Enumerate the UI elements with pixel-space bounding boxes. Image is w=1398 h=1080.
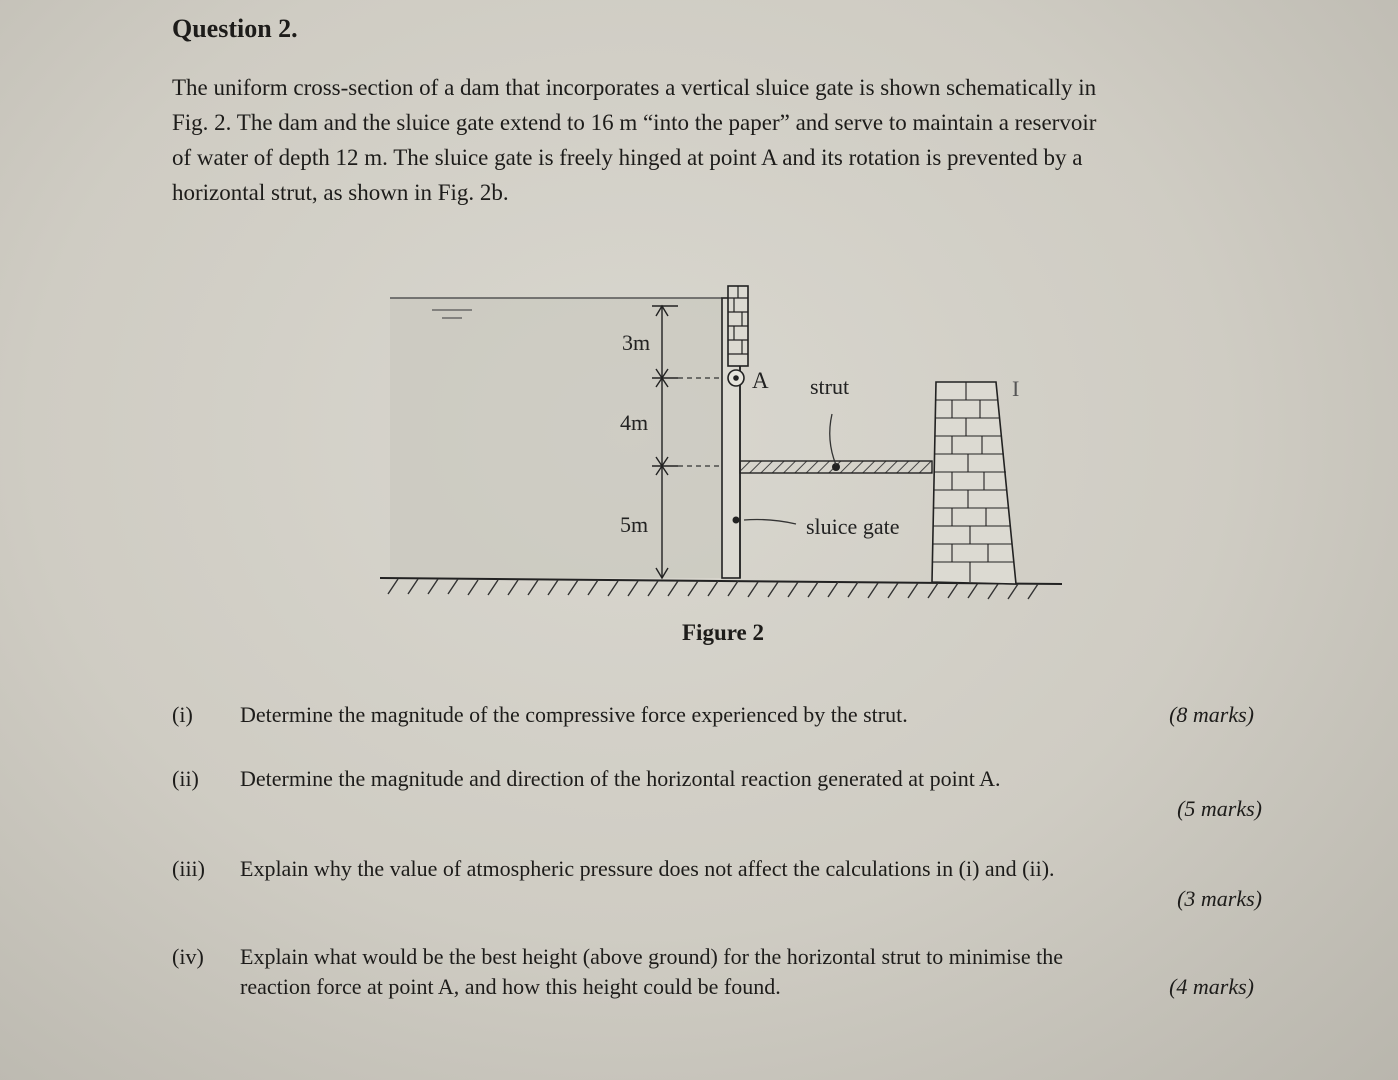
part-number: (iii) [172, 856, 205, 881]
part-text-line: reaction force at point A, and how this height could be found. [240, 974, 781, 999]
strut-label-leader [830, 414, 836, 465]
stray-mark: I [1012, 376, 1020, 401]
part-number: (i) [172, 702, 193, 727]
part-ii [172, 764, 1262, 824]
intro-line: horizontal strut, as shown in Fig. 2b. [172, 180, 509, 205]
intro-line: Fig. 2. The dam and the sluice gate extend to 16 m “into the paper” and serve to maintain a reservoir [172, 110, 1097, 135]
part-iv [172, 942, 1262, 1002]
part-i [172, 700, 1262, 730]
gate-label-leader [744, 520, 796, 525]
question-title: Question 2. [172, 14, 298, 43]
part-number: (iv) [172, 944, 204, 969]
question-parts [172, 700, 1262, 1020]
dim-label-4m: 4m [620, 410, 649, 435]
part-text: Determine the magnitude and direction of the horizontal reaction generated at point A. [240, 766, 1001, 791]
strut-label: strut [810, 374, 850, 399]
dim-label-3m: 3m [622, 330, 651, 355]
part-marks: (3 marks) [1177, 886, 1262, 911]
hinge-label-a: A [752, 368, 769, 393]
intro-line: The uniform cross-section of a dam that incorporates a vertical sluice gate is shown schematically in [172, 75, 1097, 100]
part-text-line: Explain what would be the best height (above ground) for the horizontal strut to minimise the [240, 944, 1063, 969]
part-number: (ii) [172, 766, 199, 791]
gate-marker [733, 517, 740, 524]
part-marks: (5 marks) [1177, 796, 1262, 821]
part-text: Determine the magnitude of the compressive force experienced by the strut. [240, 702, 908, 727]
figure-caption: Figure 2 [682, 620, 764, 645]
part-text: Explain why the value of atmospheric pressure does not affect the calculations in (i) and (ii). [240, 856, 1055, 881]
part-marks: (4 marks) [1169, 974, 1254, 999]
part-marks: (8 marks) [1169, 702, 1254, 727]
brick-buttress [932, 382, 1016, 584]
part-iii [172, 854, 1262, 914]
intro-line: of water of depth 12 m. The sluice gate is freely hinged at point A and its rotation is prevented by a [172, 145, 1083, 170]
water-reservoir [390, 298, 722, 578]
sluice-gate-label: sluice gate [806, 514, 900, 539]
dim-label-5m: 5m [620, 512, 649, 537]
